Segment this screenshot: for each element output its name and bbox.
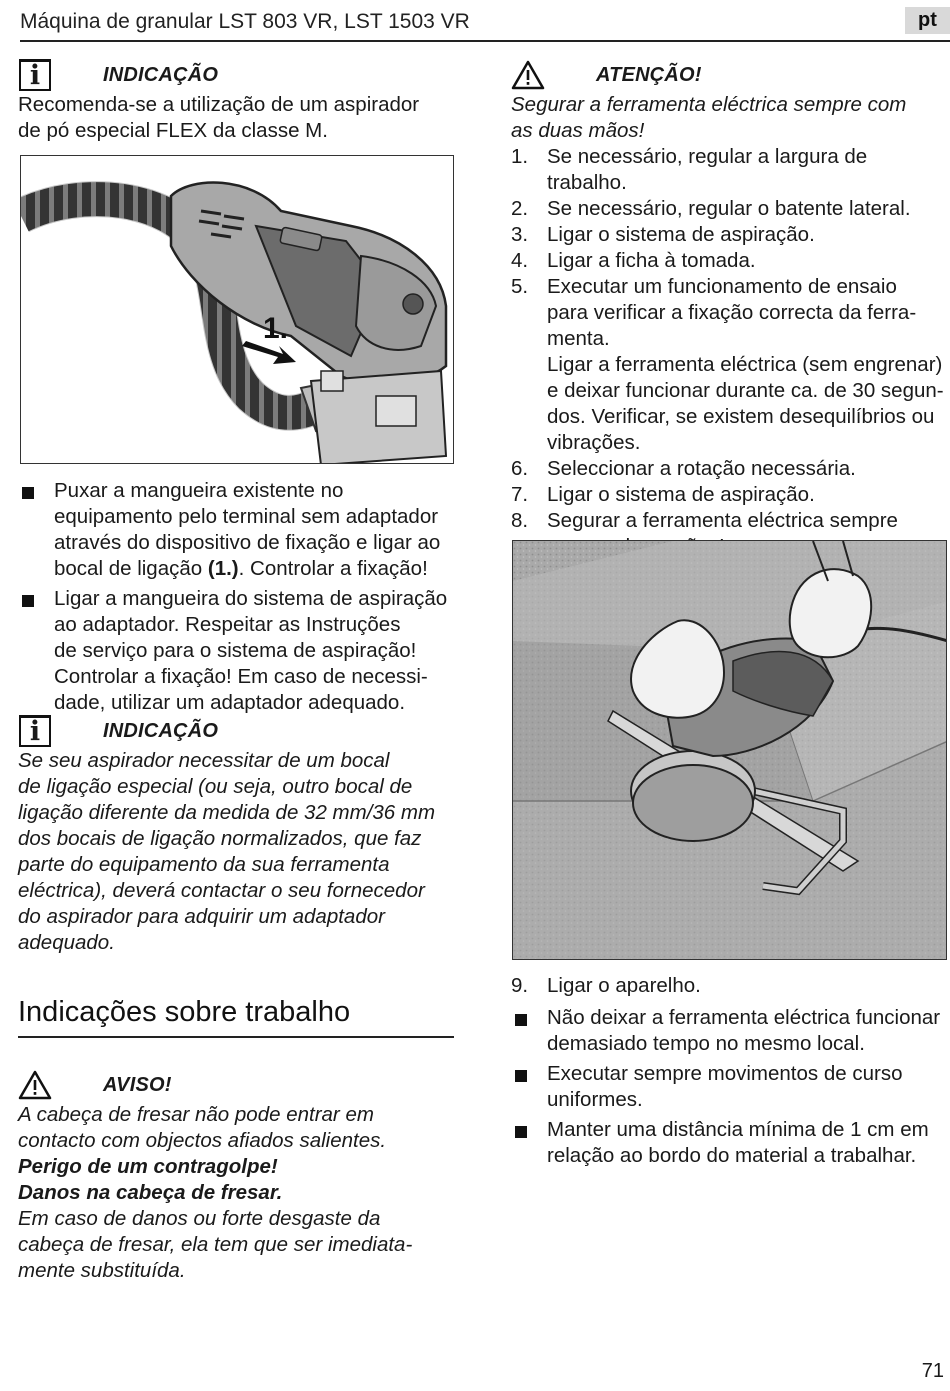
step-item: 3. Ligar o sistema de aspiração.: [511, 223, 815, 246]
list-item: Ligar a mangueira do sistema de aspiração ao adaptador. Respeitar as Instruções de serviço para o sistema de aspiração! Controlar a fixação! Em caso de necessi- dade, utilizar um adaptador adequado.: [18, 586, 458, 716]
left-bullet-list: [18, 478, 458, 720]
figure-work-illustration: [513, 541, 947, 960]
figure-step-label: 1.: [263, 312, 289, 345]
figure-hose-connection: [20, 155, 454, 464]
final-steps: [511, 973, 950, 1173]
warning-icon: [511, 60, 545, 90]
list-item: Não deixar a ferramenta eléctrica funcionar demasiado tempo no mesmo local.: [511, 1005, 950, 1057]
list-item: Manter uma distância mínima de 1 cm em relação ao bordo do material a trabalhar.: [511, 1117, 950, 1169]
section-title: Indicações sobre trabalho: [18, 996, 351, 1028]
numbered-steps: [511, 144, 950, 560]
step-item: 5. Executar um funcionamento de ensaio para verificar a fixação correcta da ferra- menta. Ligar a ferramenta eléctrica (sem engrenar) e deixar funcionar durante ca. de 30 segun- dos. Verificar, se existem desequilíbrios ou vibrações.: [511, 275, 944, 454]
warning-label: AVISO!: [103, 1074, 172, 1096]
step-item: 7. Ligar o sistema de aspiração.: [511, 483, 815, 506]
note-indicacao-1: [18, 58, 458, 144]
attention-block: ATENÇÃO! Segurar a ferramenta eléctrica sempre com as duas mãos!: [511, 58, 950, 144]
section-rule: [18, 1036, 454, 1038]
info-icon: i: [19, 715, 51, 747]
note-line: Recomenda-se a utilização de um aspirador: [18, 93, 420, 116]
step-item: 1. Se necessário, regular a largura de trabalho.: [511, 145, 868, 194]
language-tab: pt: [905, 7, 950, 34]
step-item: 9. Ligar o aparelho.: [511, 974, 701, 997]
attention-label: ATENÇÃO!: [596, 64, 702, 86]
figure-tool-in-use: [512, 540, 947, 960]
header-title: Máquina de granular LST 803 VR, LST 1503 VR: [20, 10, 470, 33]
page-number: 71: [921, 1360, 944, 1382]
list-item: Puxar a mangueira existente no equipamento pelo terminal sem adaptador através do dispositivo de fixação e ligar ao bocal de ligação (1.). Controlar a fixação!: [18, 478, 458, 582]
note-line: de pó especial FLEX da classe M.: [18, 119, 328, 142]
step-item: 2. Se necessário, regular o batente lateral.: [511, 197, 911, 220]
figure-hose-illustration: [21, 156, 454, 464]
warning-icon: [18, 1070, 52, 1100]
note-label: INDICAÇÃO: [103, 64, 219, 86]
step-item: 6. Seleccionar a rotação necessária.: [511, 457, 856, 480]
header-rule: [20, 40, 950, 42]
step-item: 4. Ligar a ficha à tomada.: [511, 249, 756, 272]
step-item: 8. Segurar a ferramenta eléctrica sempre: [511, 509, 898, 532]
info-icon: i: [19, 59, 51, 91]
list-item: Executar sempre movimentos de curso uniformes.: [511, 1061, 950, 1113]
note-label: INDICAÇÃO: [103, 720, 219, 742]
note-indicacao-2: i INDICAÇÃO Se seu aspirador necessitar de um bocal de ligação especial (ou seja, outro bocal de ligação diferente da medida de 32 mm/36 mm dos bocais de ligação normalizados, que faz parte do equipamento da sua ferramenta eléctrica), deverá contactar o seu fornecedor do aspirador para adquirir um adaptador adequado.: [18, 716, 436, 954]
warning-aviso: AVISO! A cabeça de fresar não pode entrar em contacto com objectos afiados salientes. Perigo de um contragolpe! Danos na cabeça de fresar. Em caso de danos ou forte desgaste da cabeça de fresar, ela tem que ser imediata- mente substituída.: [18, 1068, 458, 1284]
